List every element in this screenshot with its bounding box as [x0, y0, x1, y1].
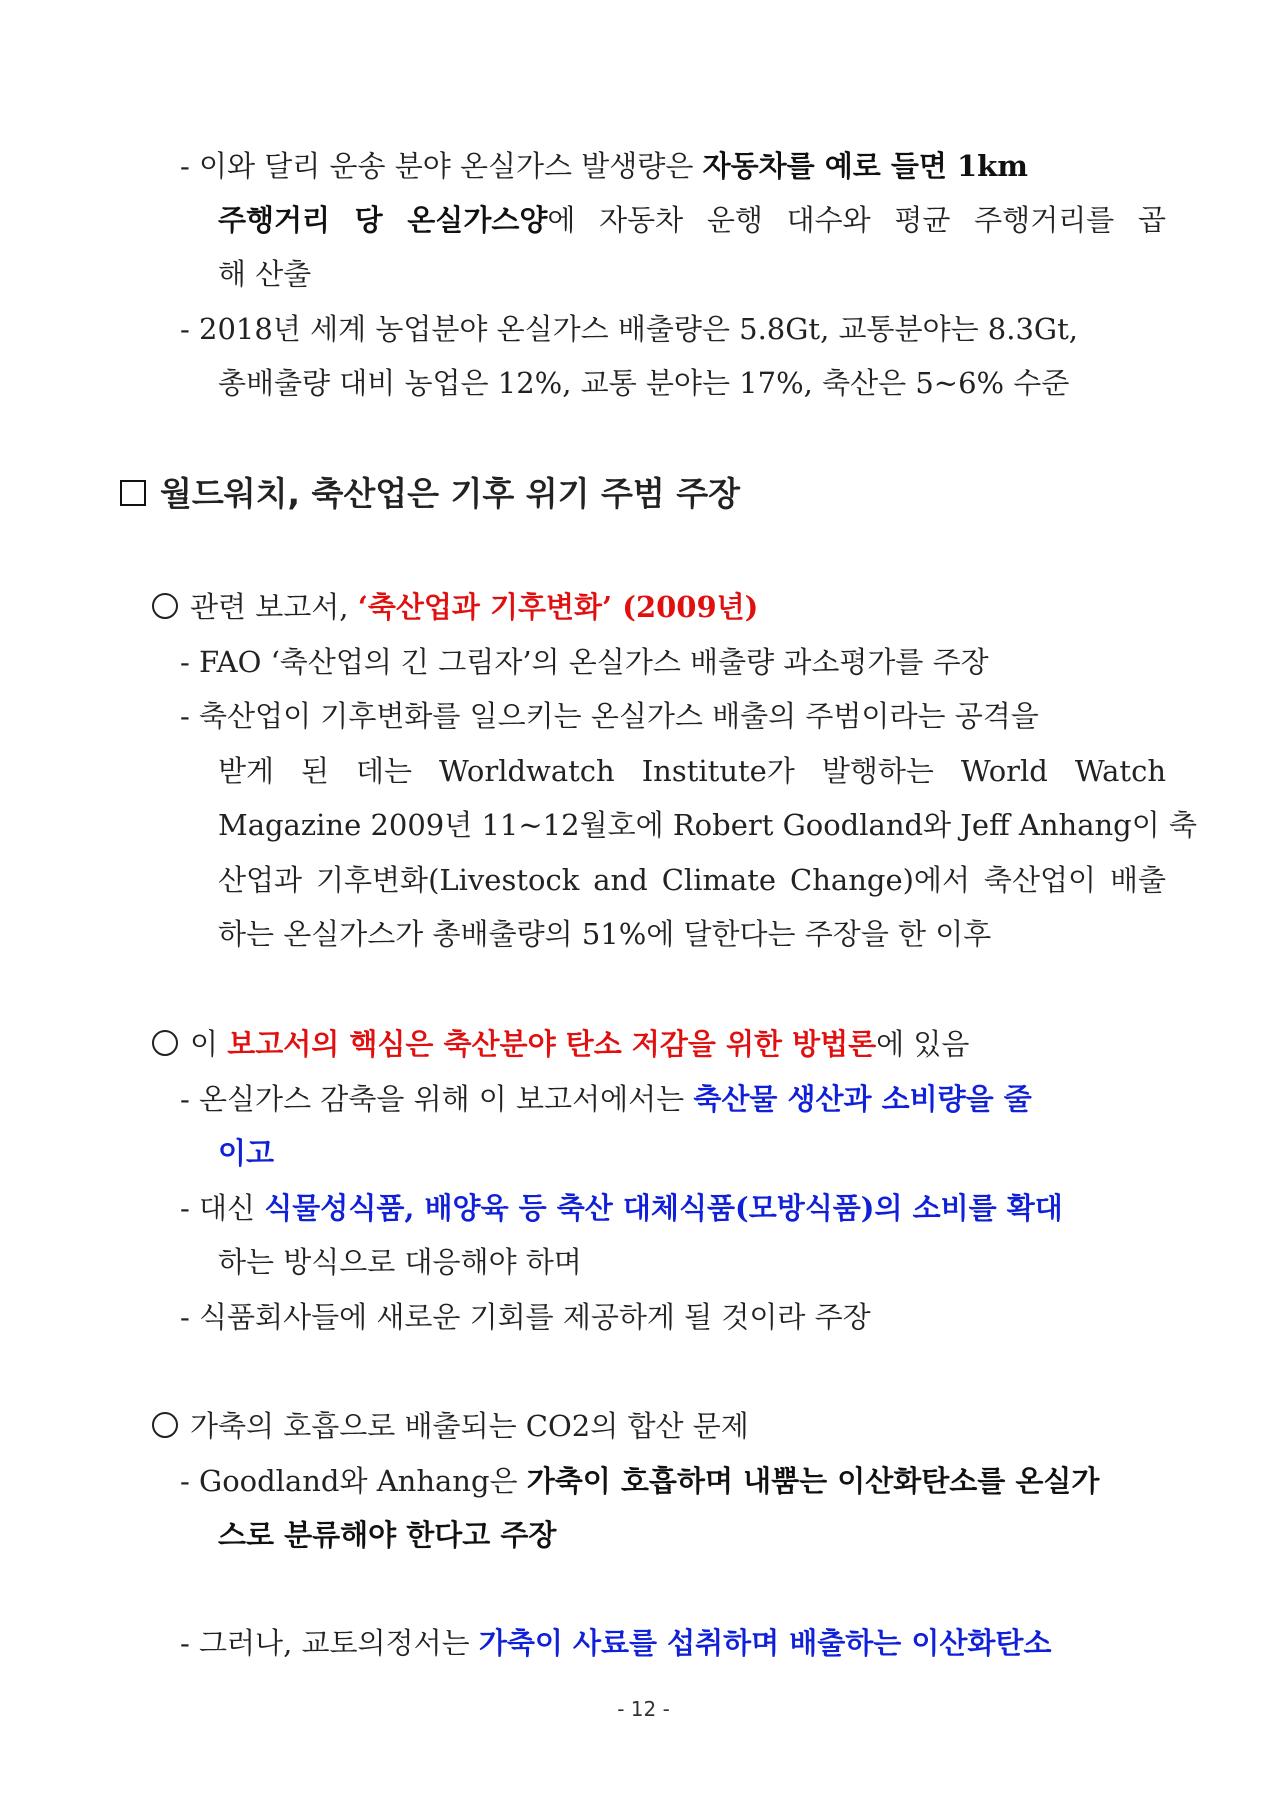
intro-line-5 [218, 363, 1166, 403]
bold-text: 가축이 호흡하며 내뿜는 이산화탄소를 온실가 [526, 1464, 1100, 1498]
text: 에 있음 [876, 1027, 970, 1061]
blue-bold-text: 이고 [218, 1136, 275, 1170]
text: 에 자동차 운행 대수와 평균 주행거리를 곱 [547, 203, 1166, 237]
sec2-line-6 [180, 1297, 1287, 1337]
section-heading [120, 472, 740, 516]
text: Goodland와 Anhang은 [199, 1464, 527, 1498]
sec2-line-4 [180, 1188, 1287, 1228]
text: 2018년 세계 농업분야 온실가스 배출량은 5.8Gt, 교통분야는 8.3Gt, [199, 312, 1078, 346]
text: 해 산출 [218, 257, 312, 291]
dash: - [180, 1082, 190, 1116]
sec2-line-2 [180, 1079, 1287, 1119]
sec2-line-1 [152, 1024, 1287, 1064]
dash: - [180, 1464, 190, 1498]
text: 총배출량 대비 농업은 12%, 교통 분야는 17%, 축산은 5~6% 수준 [218, 366, 1070, 400]
sec1-line-4 [218, 751, 1166, 791]
dash: - [180, 1191, 190, 1225]
intro-line-1 [180, 146, 1287, 186]
intro-line-4 [180, 309, 1287, 349]
sec2-line-3 [218, 1133, 1166, 1173]
sec1-line-5 [218, 805, 1197, 845]
sec3-line-3 [218, 1515, 1166, 1555]
checkbox-square-icon [120, 480, 146, 506]
sec2-line-5 [218, 1242, 1166, 1282]
sec1-line-2 [180, 642, 1287, 682]
text: Magazine 2009년 11~12월호에 Robert Goodland와 Jeff Anhang이 축 [218, 808, 1197, 842]
circle-bullet-icon [152, 593, 178, 619]
dash: - [180, 699, 190, 733]
text: 받게 된 데는 Worldwatch Institute가 발행하는 World Watch [218, 754, 1166, 788]
text: 하는 방식으로 대응해야 하며 [218, 1245, 582, 1279]
bold-text: 자동차를 예로 들면 1km [702, 149, 1028, 183]
heading-text: 월드워치, 축산업은 기후 위기 주범 주장 [160, 474, 741, 513]
intro-line-2 [218, 200, 1166, 240]
text: 대신 [199, 1191, 265, 1225]
blue-bold-text: 식물성식품, 배양육 등 축산 대체식품(모방식품)의 소비를 확대 [264, 1191, 1063, 1225]
intro-line-3 [218, 254, 1166, 294]
dash: - [180, 645, 190, 679]
circle-bullet-icon [152, 1030, 178, 1056]
text: 산업과 기후변화(Livestock and Climate Change)에서 축산업이 배출 [218, 863, 1166, 897]
sec1-line-1 [152, 587, 1287, 627]
text: 식품회사들에 새로운 기회를 제공하게 될 것이라 주장 [199, 1300, 871, 1334]
bold-text: 주행거리 당 온실가스양 [218, 203, 548, 237]
red-bold-text: ‘축산업과 기후변화’ (2009년) [357, 590, 759, 624]
sec3-line-2 [180, 1461, 1287, 1501]
text: 이와 달리 운송 분야 온실가스 발생량은 [199, 149, 703, 183]
text: FAO ‘축산업의 긴 그림자’의 온실가스 배출량 과소평가를 주장 [199, 645, 989, 679]
sec3-line-1 [152, 1406, 1287, 1446]
red-bold-text: 보고서의 핵심은 축산분야 탄소 저감을 위한 방법론 [227, 1027, 877, 1061]
sec3-line-4 [180, 1623, 1287, 1663]
dash: - [180, 149, 190, 183]
text: 그러나, 교토의정서는 [199, 1626, 479, 1660]
text: 관련 보고서, [190, 590, 358, 624]
blue-bold-text: 축산물 생산과 소비량을 줄 [693, 1082, 1032, 1116]
sec1-line-7 [218, 914, 1166, 954]
page-number: - 12 - [617, 1697, 670, 1721]
dash: - [180, 1300, 190, 1334]
sec1-line-3 [180, 696, 1287, 736]
bold-text: 스로 분류해야 한다고 주장 [218, 1518, 557, 1552]
circle-bullet-icon [152, 1412, 178, 1438]
dash: - [180, 1626, 190, 1660]
text: 이 [190, 1027, 228, 1061]
dash: - [180, 312, 190, 346]
text: 온실가스 감축을 위해 이 보고서에서는 [199, 1082, 694, 1116]
text: 하는 온실가스가 총배출량의 51%에 달한다는 주장을 한 이후 [218, 917, 992, 951]
sec1-line-6 [218, 860, 1166, 900]
blue-bold-text: 가축이 사료를 섭취하며 배출하는 이산화탄소 [478, 1626, 1052, 1660]
text: 가축의 호흡으로 배출되는 CO2의 합산 문제 [190, 1409, 749, 1443]
text: 축산업이 기후변화를 일으키는 온실가스 배출의 주범이라는 공격을 [199, 699, 1039, 733]
